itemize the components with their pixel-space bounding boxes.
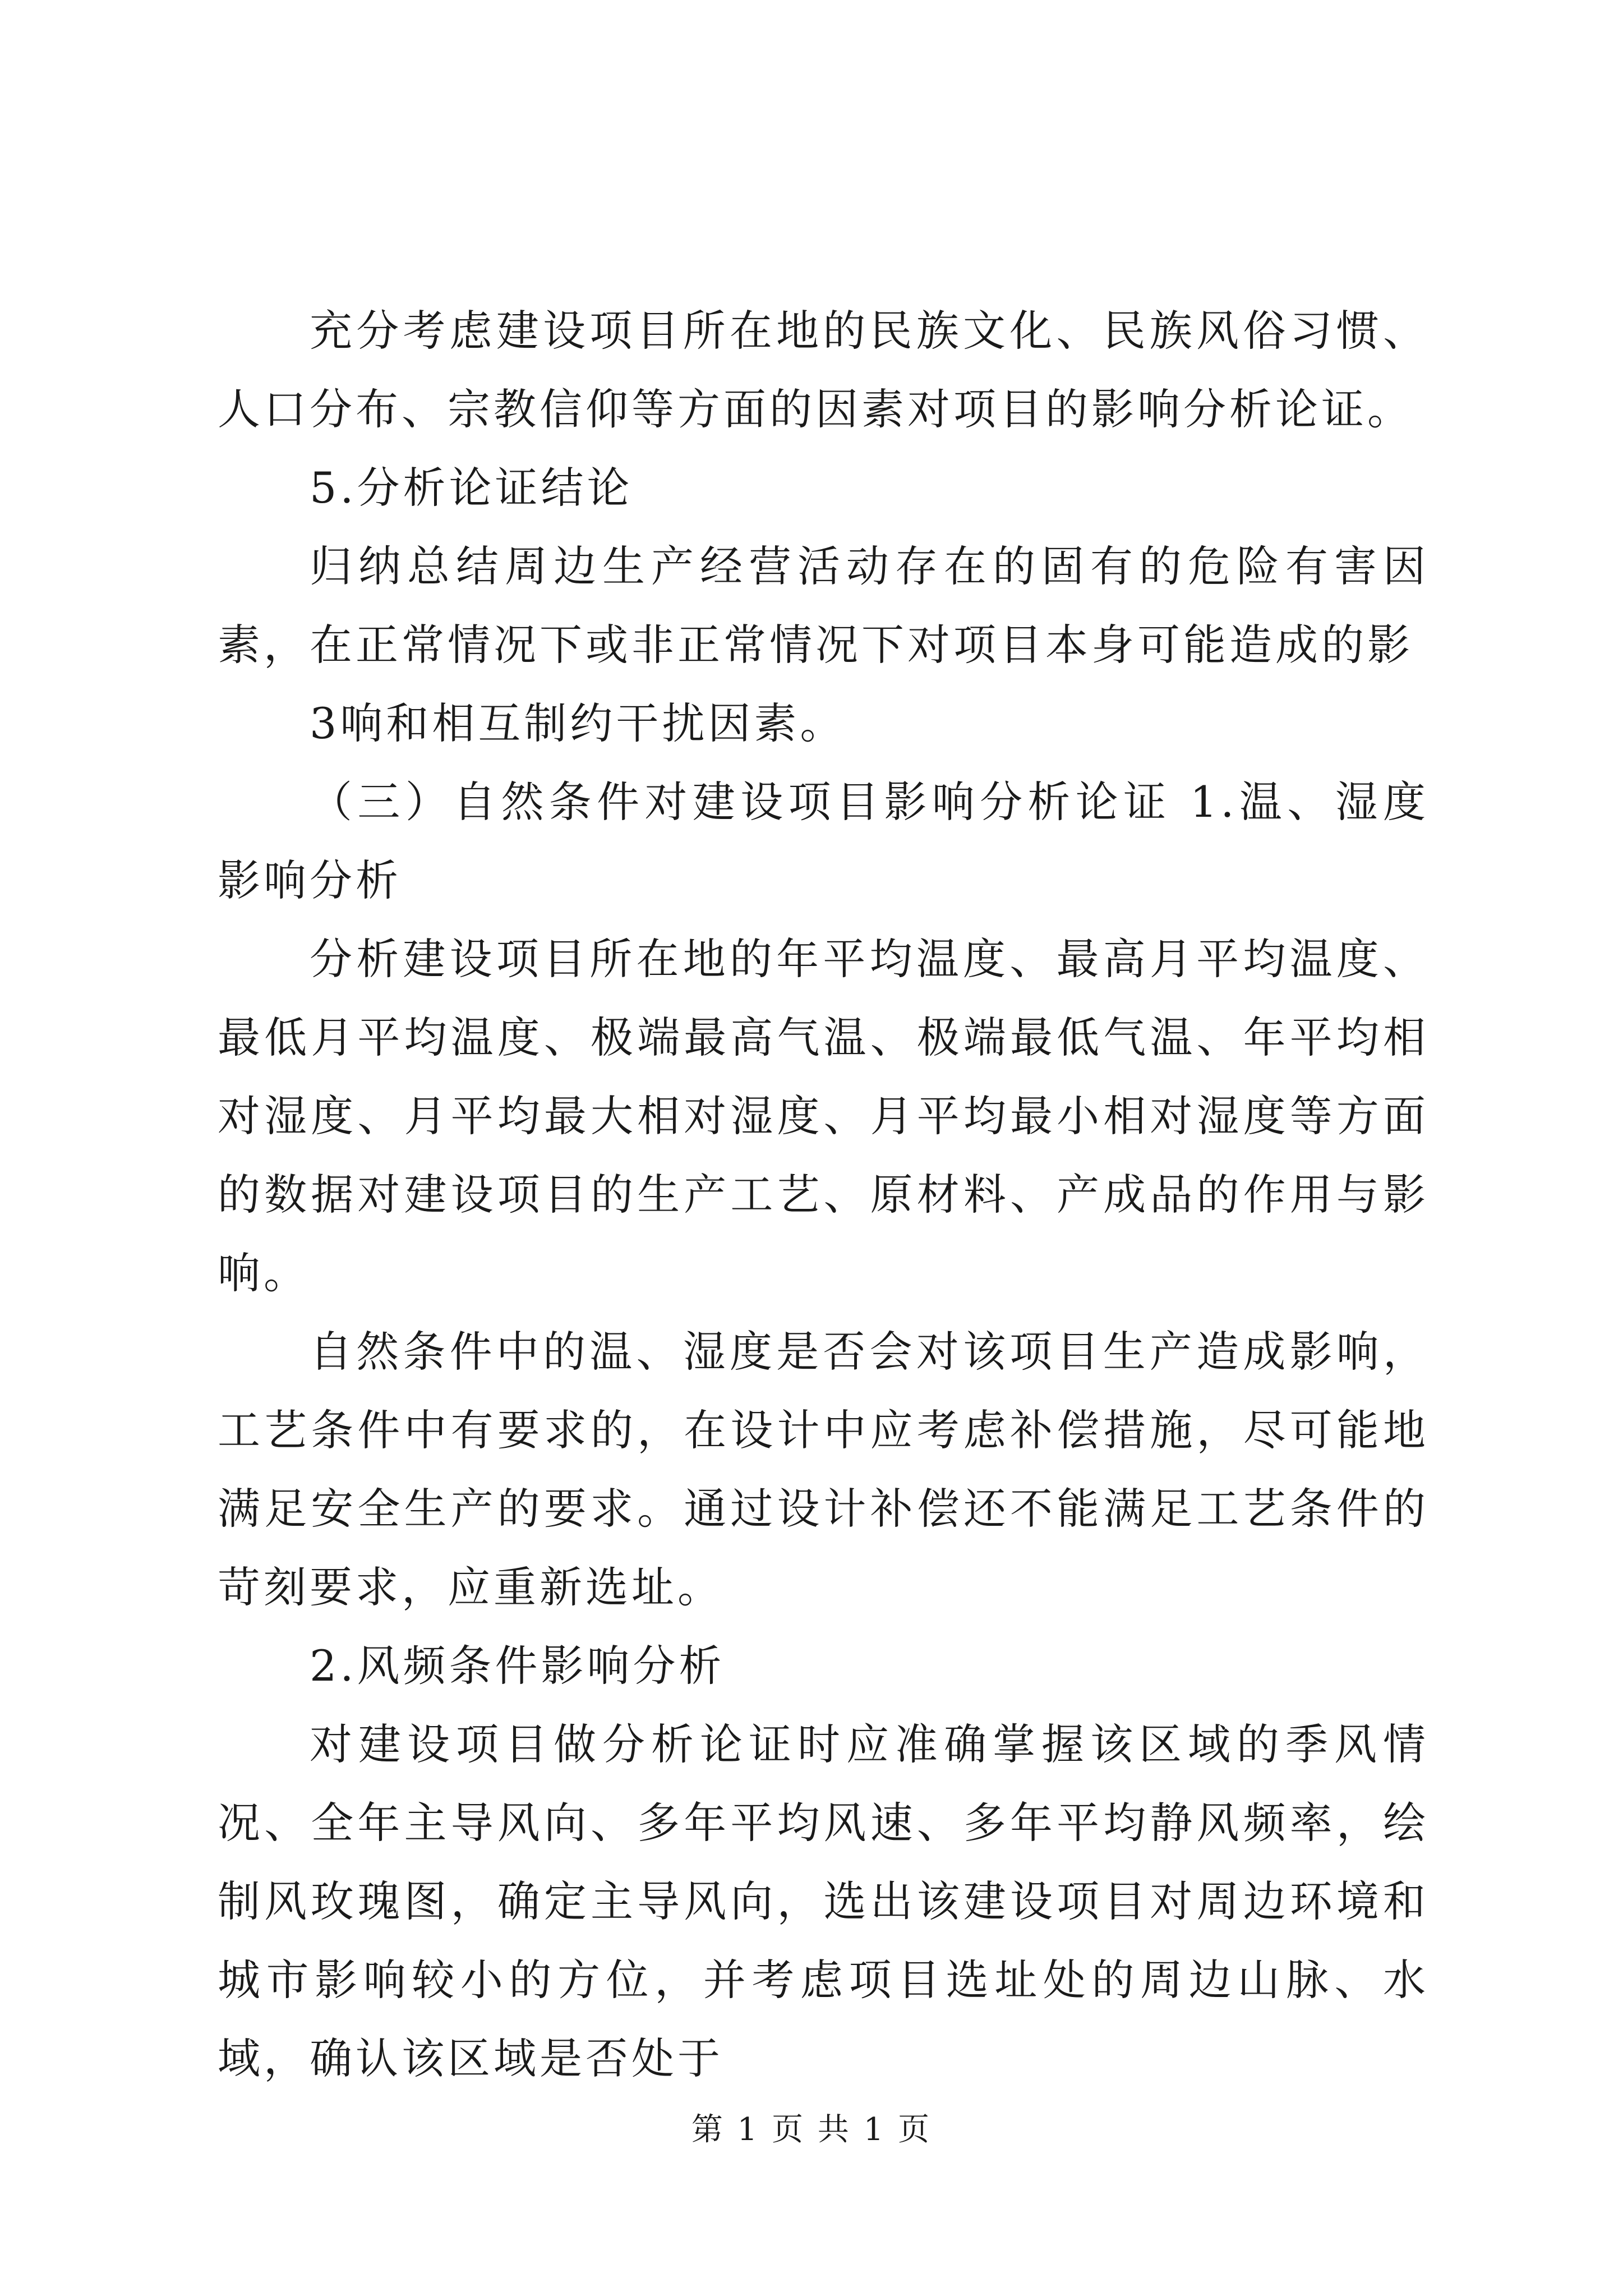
paragraph-9: 对建设项目做分析论证时应准确掌握该区域的季风情况、全年主导风向、多年平均风速、多年平均静风频率，绘制风玫瑰图，确定主导风向，选出该建设项目对周边环境和城市影响较小的方位，并考虑项目选址处的周边山脉、水域，确认该区域是否处于 — [218, 1719, 1429, 2083]
paragraph-4: 3响和相互制约干扰因素。 — [310, 698, 846, 748]
paragraph-2-heading: 5.分析论证结论 — [310, 463, 633, 513]
paragraph-7: 自然条件中的温、湿度是否会对该项目生产造成影响，工艺条件中有要求的，在设计中应考虑补偿措施，尽可能地满足安全生产的要求。通过设计补偿还不能满足工艺条件的苛刻要求，应重新选址。 — [218, 1327, 1429, 1612]
paragraph-3: 归纳总结周边生产经营活动存在的固有的危险有害因素，在正常情况下或非正常情况下对项目本身可能造成的影 — [218, 541, 1429, 670]
paragraph-8-heading: 2.风频条件影响分析 — [310, 1641, 725, 1691]
document-body — [218, 292, 1429, 2098]
paragraph-5-heading: （三）自然条件对建设项目影响分析论证 1.温、湿度影响分析 — [218, 777, 1429, 905]
paragraph-1: 充分考虑建设项目所在地的民族文化、民族风俗习惯、人口分布、宗教信仰等方面的因素对项目的影响分析论证。 — [218, 306, 1429, 434]
page-number-footer: 第 1 页 共 1 页 — [691, 2111, 932, 2148]
paragraph-6: 分析建设项目所在地的年平均温度、最高月平均温度、最低月平均温度、极端最高气温、极端最低气温、年平均相对湿度、月平均最大相对湿度、月平均最小相对湿度等方面的数据对建设项目的生产工艺、原材料、产成品的作用与影响。 — [218, 934, 1429, 1298]
